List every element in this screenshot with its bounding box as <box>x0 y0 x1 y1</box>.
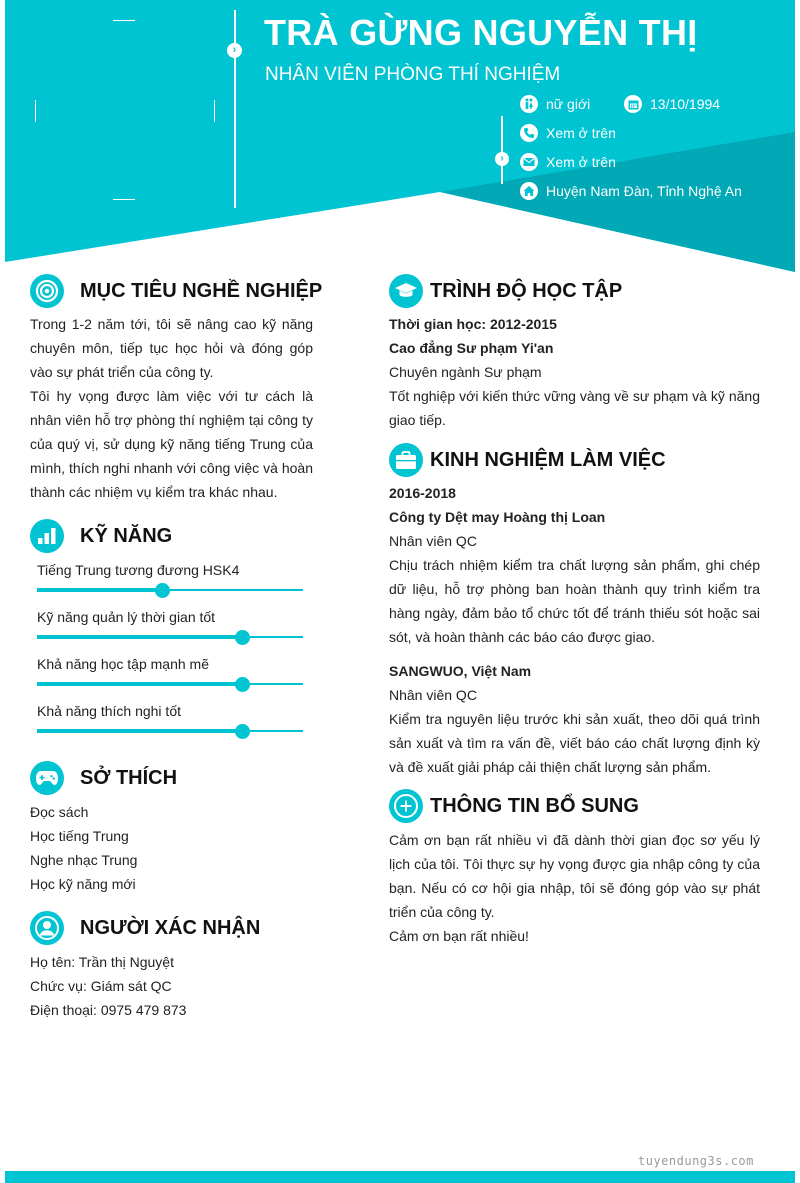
skill-label: Tiếng Trung tương đương HSK4 <box>37 562 240 578</box>
gamepad-icon <box>30 761 64 795</box>
experience-heading <box>389 443 666 477</box>
address-value: Huyện Nam Đàn, Tỉnh Nghệ An <box>546 183 742 199</box>
paragraph: Cảm ơn bạn rất nhiều! <box>389 928 529 944</box>
home-icon <box>520 182 538 200</box>
reference-line: Họ tên: Trần thị Nguyệt <box>30 954 174 970</box>
skill-item <box>37 562 303 602</box>
info-email[interactable] <box>520 153 616 171</box>
education-heading <box>389 274 622 308</box>
education-school: Cao đẳng Sư phạm Yi'an <box>389 340 554 356</box>
target-icon <box>30 274 64 308</box>
info-divider <box>501 116 503 184</box>
gender-icon <box>520 95 538 113</box>
experience-job-1 <box>389 481 760 649</box>
experience-job-2 <box>389 659 760 779</box>
briefcase-icon <box>389 443 423 477</box>
job-position: Nhân viên QC <box>389 533 477 549</box>
career-goal-heading <box>30 274 322 308</box>
info-address <box>520 182 742 200</box>
skill-track <box>37 636 303 638</box>
education-major: Chuyên ngành Sư phạm <box>389 364 542 380</box>
info-phone[interactable] <box>520 124 616 142</box>
phone-icon <box>520 124 538 142</box>
skill-knob[interactable] <box>235 677 250 692</box>
job-position: Nhân viên QC <box>389 687 477 703</box>
graduation-cap-icon <box>389 274 423 308</box>
skill-fill <box>37 588 162 592</box>
chevron-right-icon: › <box>227 43 242 58</box>
hobbies-heading <box>30 761 177 795</box>
education-period: Thời gian học: 2012-2015 <box>389 316 557 332</box>
hobby-item: Học kỹ năng mới <box>30 876 136 892</box>
paragraph: Cảm ơn bạn rất nhiều vì đã dành thời gian đọc sơ yếu lý lịch của tôi. Tôi thực sự hy vọng được gia nhập công ty của bạn. Nếu có cơ hội gia nhập, tôi sẽ đóng góp vào sự phát triển của công ty. <box>389 832 760 920</box>
job-title: NHÂN VIÊN PHÒNG THÍ NGHIỆM <box>265 64 561 85</box>
hobby-item: Nghe nhạc Trung <box>30 852 138 868</box>
info-birthday <box>624 95 720 113</box>
education-description: Tốt nghiệp với kiến thức vững vàng về sư phạm và kỹ năng giao tiếp. <box>389 388 760 428</box>
reference-line: Điện thoại: 0975 479 873 <box>30 1002 187 1018</box>
job-description: Chịu trách nhiệm kiểm tra chất lượng sản phẩm, ghi chép dữ liệu, hỗ trợ phòng ban hoàn thành quy trình kiểm tra hàng ngày, đảm bảo tổ chức tốt để tránh thiếu sót hoặc sai sót, và hoàn thành các báo cáo được giao. <box>389 557 760 645</box>
skill-item <box>37 703 303 743</box>
career-goal-text <box>30 312 313 504</box>
education-details <box>389 312 760 432</box>
skill-knob[interactable] <box>235 630 250 645</box>
email-icon <box>520 153 538 171</box>
skill-fill <box>37 635 242 639</box>
calendar-icon <box>624 95 642 113</box>
section-title: NGƯỜI XÁC NHẬN <box>80 916 261 939</box>
birthday-value: 13/10/1994 <box>650 96 721 112</box>
section-title: MỤC TIÊU NGHỀ NGHIỆP <box>80 279 323 302</box>
skill-track <box>37 589 303 591</box>
job-company: Công ty Dệt may Hoàng thị Loan <box>389 509 606 525</box>
skill-label: Khả năng thích nghi tốt <box>37 703 181 719</box>
hobbies-list <box>30 800 313 896</box>
chevron-right-icon: › <box>495 152 509 166</box>
skill-label: Khả năng học tập mạnh mẽ <box>37 656 210 672</box>
header <box>0 0 800 275</box>
bar-chart-icon <box>30 519 64 553</box>
hobby-item: Đọc sách <box>30 804 89 820</box>
skill-label: Kỹ năng quản lý thời gian tốt <box>37 609 216 625</box>
skill-item <box>37 656 303 696</box>
skill-fill <box>37 729 242 733</box>
info-gender <box>520 95 590 113</box>
skill-track <box>37 683 303 685</box>
user-icon <box>30 911 64 945</box>
section-title: KỸ NĂNG <box>80 524 173 547</box>
candidate-name: TRÀ GỪNG NGUYỄN THỊ <box>264 12 698 53</box>
job-description: Kiểm tra nguyên liệu trước khi sản xuất, theo dõi quá trình sản xuất và tìm ra vấn đề, viết báo cáo chất lượng định kỳ và đề xuất giải pháp cải thiện chất lượng sản phẩm. <box>389 711 760 775</box>
additional-text <box>389 828 760 948</box>
email-value: Xem ở trên <box>546 154 616 170</box>
hobby-item: Học tiếng Trung <box>30 828 129 844</box>
skill-fill <box>37 682 242 686</box>
skills-heading <box>30 519 172 553</box>
gender-value: nữ giới <box>546 96 591 112</box>
reference-heading <box>30 911 260 945</box>
paragraph: Tôi hy vọng được làm việc với tư cách là nhân viên hỗ trợ phòng thí nghiệm tại công ty của quý vị, sử dụng kỹ năng tiếng Trung của mình, thích nghi nhanh với công việc và hoàn thành các nhiệm vụ kiểm tra khác nhau. <box>30 388 313 500</box>
watermark: tuyendung3s.com <box>638 1154 754 1168</box>
additional-heading <box>389 789 639 823</box>
section-title: SỞ THÍCH <box>80 766 178 789</box>
section-title: KINH NGHIỆM LÀM VIỆC <box>430 448 666 471</box>
section-title: THÔNG TIN BỔ SUNG <box>430 794 639 817</box>
skill-knob[interactable] <box>155 583 170 598</box>
header-divider <box>234 10 236 208</box>
reference-line: Chức vụ: Giám sát QC <box>30 978 172 994</box>
paragraph: Trong 1-2 năm tới, tôi sẽ nâng cao kỹ năng chuyên môn, tiếp tục học hỏi và đóng góp vào sự phát triển của công ty. <box>30 316 313 380</box>
reference-details <box>30 950 313 1022</box>
phone-value: Xem ở trên <box>546 125 616 141</box>
skill-knob[interactable] <box>235 724 250 739</box>
footer-bar <box>5 1171 795 1183</box>
job-company: SANGWUO, Việt Nam <box>389 663 532 679</box>
section-title: TRÌNH ĐỘ HỌC TẬP <box>430 279 623 302</box>
skill-track <box>37 730 303 732</box>
plus-circle-icon <box>389 789 423 823</box>
profile-photo-frame[interactable] <box>35 20 215 200</box>
job-period: 2016-2018 <box>389 485 456 501</box>
skill-item <box>37 609 303 649</box>
